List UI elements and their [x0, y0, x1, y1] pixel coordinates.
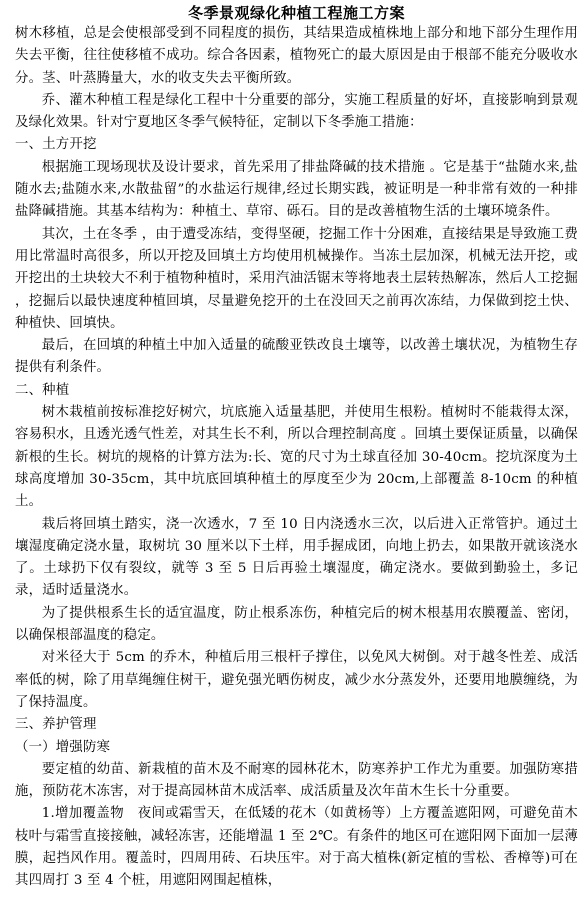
paragraph: 栽后将回填土踏实，浇一次透水，7 至 10 日内浇透水三次，以后进入正常管护。通过土壤湿度确定浇水量，取树坑 30 厘米以下土样，用手握成团，向地上扔去，如果散开就该浇水了。土球扔下仅有裂纹，就等 3 至 5 日后再验土壤湿度，确定浇水。要做到勤验土，多记录，适时适量浇水。: [15, 516, 578, 599]
paragraph: 为了提供根系生长的适宜温度，防止根系冻伤，种植完后的树木根基用农膜覆盖、密闭，以确保根部温度的稳定。: [15, 605, 578, 644]
paragraph: 乔、灌木种植工程是绿化工程中十分重要的部分，实施工程质量的好坏，直接影响到景观及绿化效果。针对宁夏地区冬季气候特征，定制以下冬季施工措施：: [15, 92, 578, 131]
section-heading: （一）增强防寒: [15, 739, 111, 755]
paragraph: 其次，土在冬季 ，由于遭受冻结，变得坚硬，挖掘工作十分困难，直接结果是导致施工费用比常温时高很多，所以开挖及回填土方均使用机械操作。当冻土层加深，机械无法开挖，或开挖出的土块较大不利于植物种植时，采用汽油活锯末等将地表土层转热解冻，然后人工挖掘 ，挖掘后以最快速度种植回填，尽量避免挖开的土在没回天之前再次冻结，力保做到挖土快、种植快、回填快。: [15, 226, 578, 331]
section-heading: 三、养护管理: [15, 717, 97, 733]
section-heading: 一、土方开挖: [15, 137, 97, 153]
paragraph: 要定植的幼苗、新栽植的苗木及不耐寒的园林花木，防寒养护工作尤为重要。加强防寒措施，预防花木冻害，对于提高园林苗木成活率、成活质量及次年苗木生长十分重要。: [15, 761, 578, 800]
paragraph: 最后，在回填的种植土中加入适量的硫酸亚铁改良土壤等，以改善土壤状况，为植物生存提供有利条件。: [15, 338, 578, 376]
section-heading: 二、种植: [15, 382, 70, 398]
paragraph: 对米径大于 5cm 的乔木，种植后用三根杆子撑住，以免风大树倒。对于越冬性差、成活率低的树，除了用草绳缠住树干，避免强光晒伤树皮，减少水分蒸发外，还要用地膜缠绕，为了保持温度。: [15, 650, 578, 710]
paragraph: 树木移植，总是会使根部受到不同程度的损伤，其结果造成植株地上部分和地下部分生理作用失去平衡，往往使移植不成功。综合各因素，植物死亡的最大原因是由于根部不能充分吸收水分。茎、叶蒸腾量大，水的收支失去平衡所致。: [15, 26, 578, 86]
document-title: 冬季景观绿化种植工程施工方案: [187, 4, 405, 22]
paragraph: 树木栽植前按标准挖好树穴，坑底施入适量基肥，并使用生根粉。植树时不能栽得太深，容易积水，且透光透气性差，对其生长不利，所以合理控制高度 。回填土要保证质量，以确保新根的生长。树坑的规格的计算方法为:长、宽的尺寸为土球直径加 30-40cm。挖坑深度为土球高度增加 30-35cm，其中坑底回填种植土的厚度至少为 20cm,上部覆盖 8-10cm 的种植土。: [15, 405, 578, 510]
paragraph: 1.增加覆盖物 夜间或霜雪天，在低矮的花木（如黄杨等）上方覆盖遮阳网，可避免苗木枝叶与霜雪直接接触，减轻冻害，还能增温 1 至 2℃。有条件的地区可在遮阳网下面加一层薄膜，起挡风作用。覆盖时，四周用砖、石块压牢。对于高大植株(新定植的雪松、香樟等)可在其四周打 3 至 4 个桩，用遮阳网围起植株，: [15, 806, 578, 889]
document-body: [15, 23, 578, 893]
paragraph: 根据施工现场现状及设计要求，首先采用了排盐降碱的技术措施 。它是基于“盐随水来,盐随水去;盐随水来,水散盐留”的水盐运行规律,经过长期实践，被证明是一种非常有效的一种排盐降碱措施。其基本结构为：种植土、草帘、砾石。目的是改善植物生活的土壤环境条件。: [15, 159, 578, 220]
